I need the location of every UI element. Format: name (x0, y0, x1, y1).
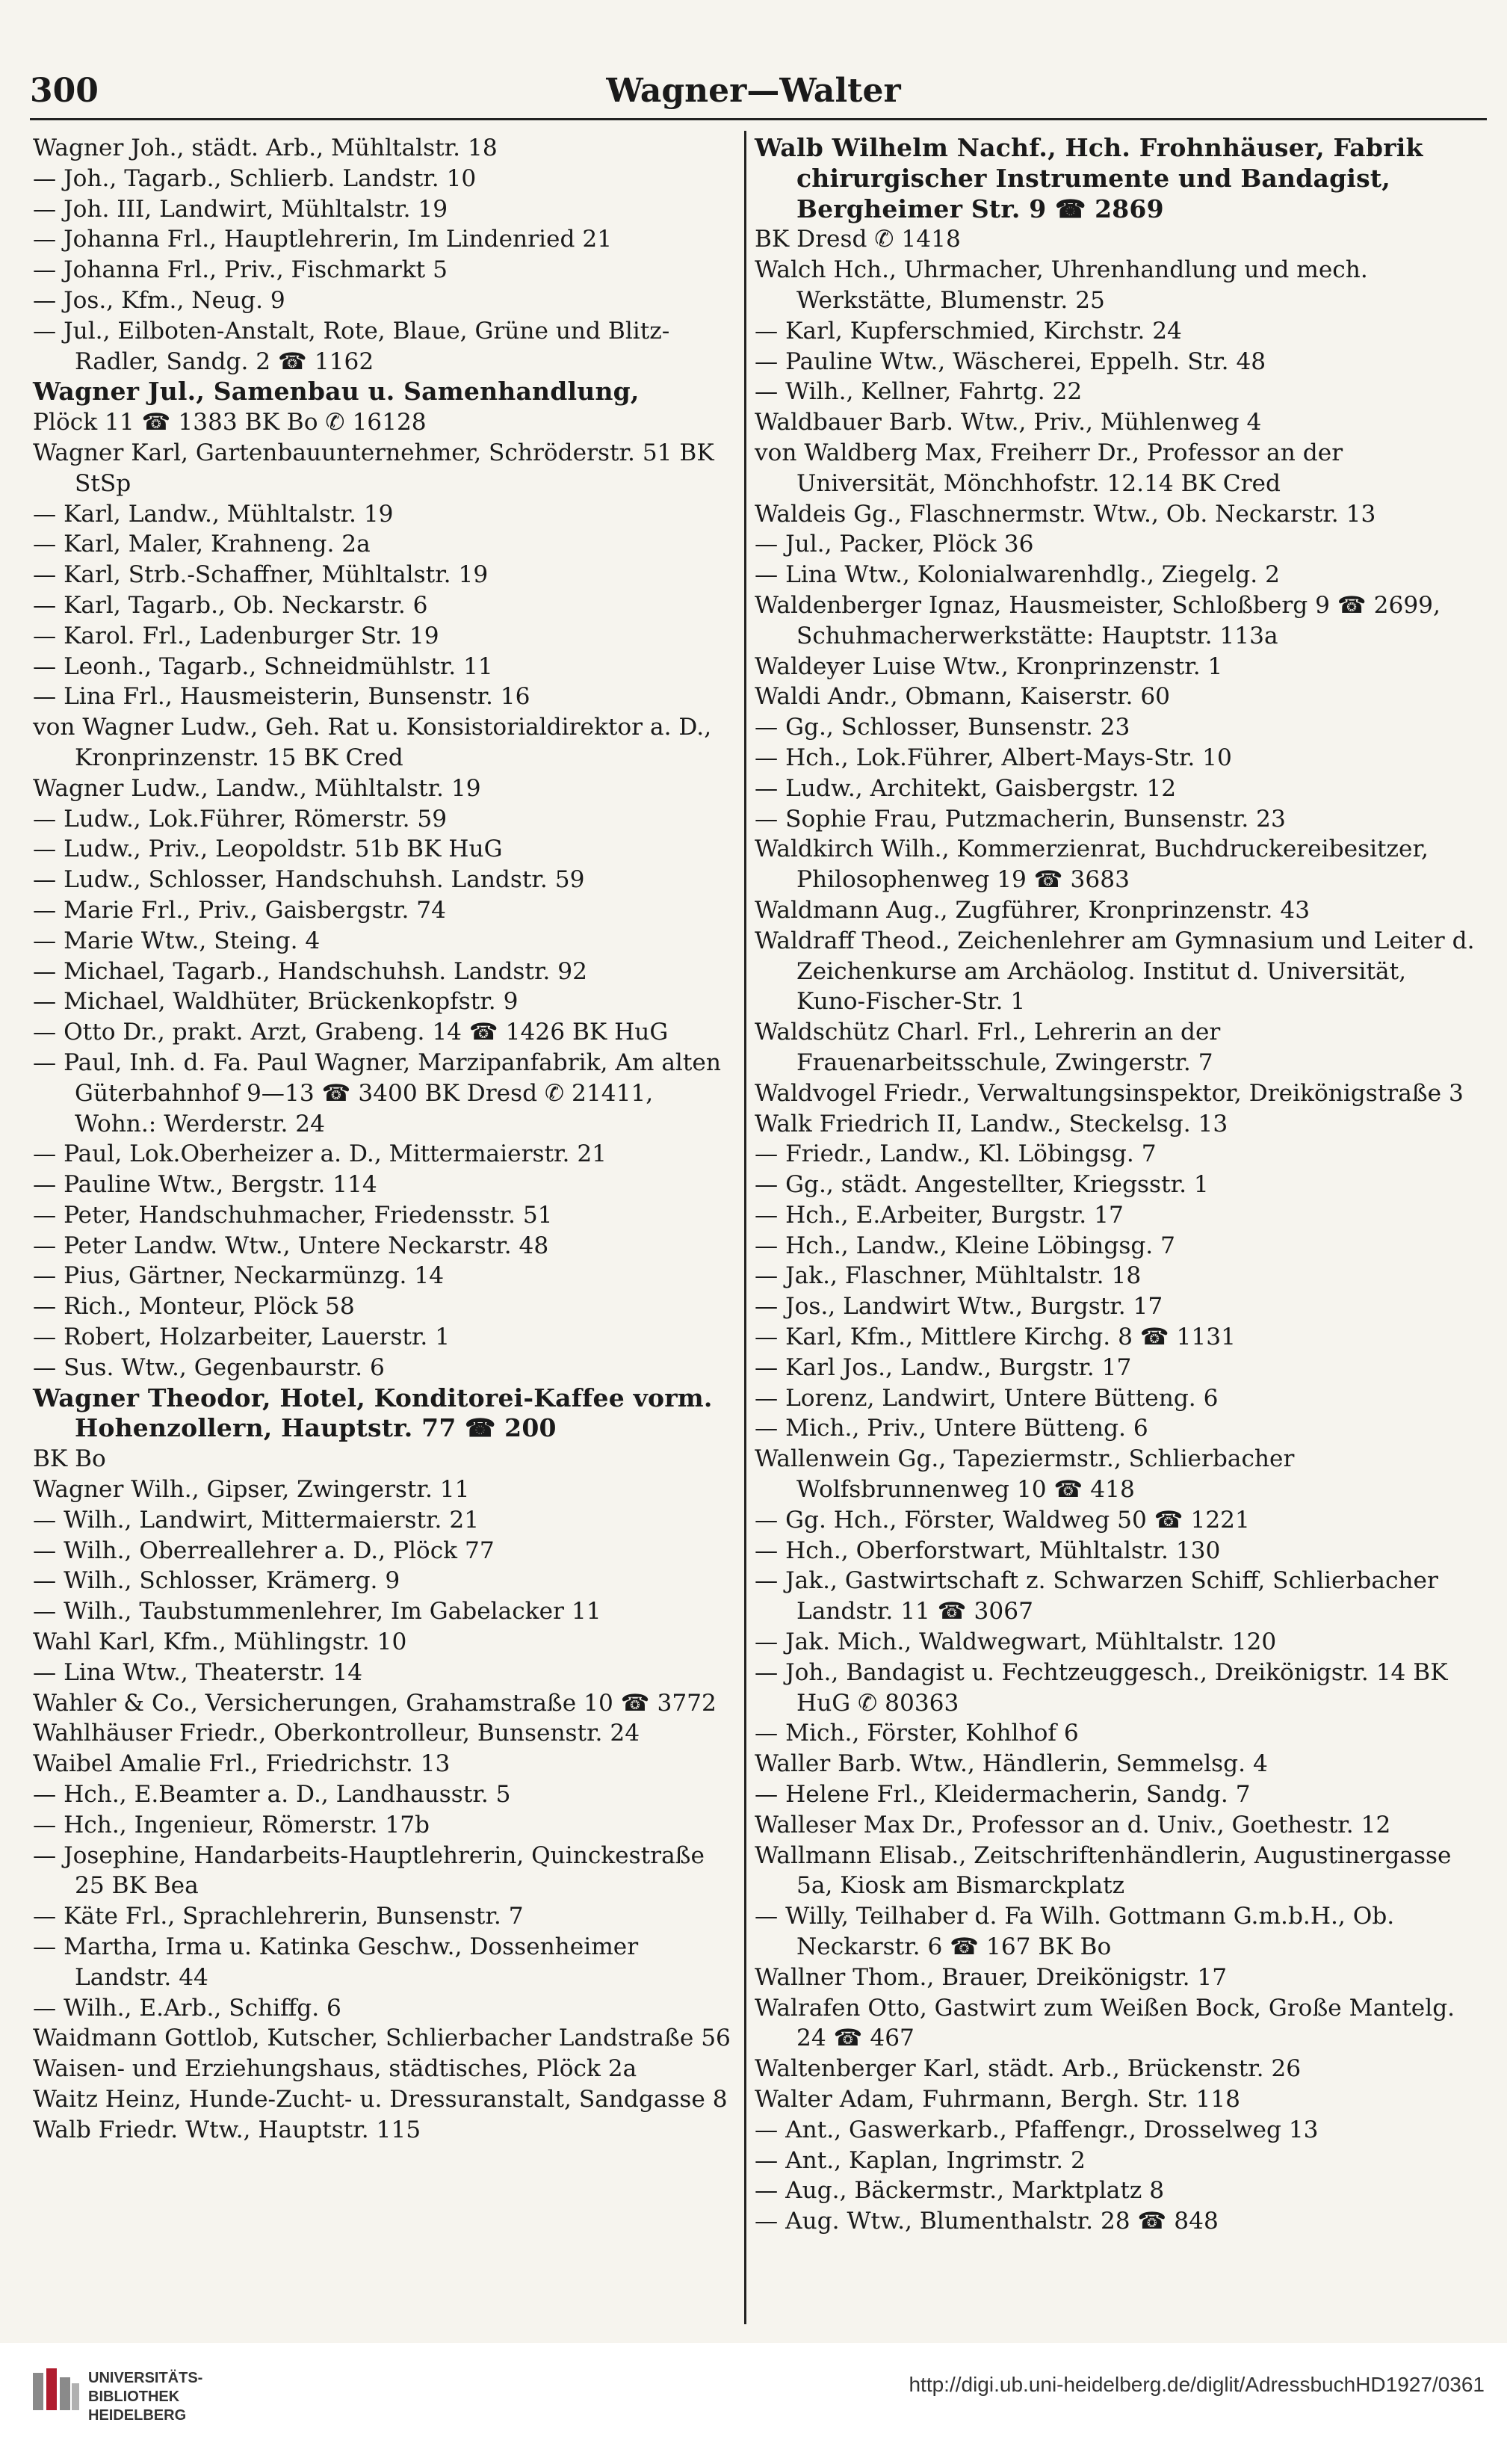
directory-entry: — Lorenz, Landwirt, Untere Bütteng. 6 (755, 1384, 1219, 1412)
directory-entry: Waldraff Theod., Zeichenlehrer am Gymnasium und Leiter d. Zeichenkurse am Archäolog. Institut d. Universität, Kuno-Fischer-Str. 1 (755, 927, 1475, 1016)
page-number: 300 (30, 72, 99, 110)
directory-entry: Waldeis Gg., Flaschnermstr. Wtw., Ob. Neckarstr. 13 (755, 500, 1376, 528)
directory-entry: — Michael, Waldhüter, Brückenkopfstr. 9 (33, 988, 519, 1016)
directory-entry: — Gg., Schlosser, Bunsenstr. 23 (755, 714, 1130, 741)
directory-entry: — Joh., Bandagist u. Fechtzeuggesch., Dreikönigstr. 14 BK HuG ✆ 80363 (755, 1658, 1448, 1717)
directory-entry: — Johanna Frl., Hauptlehrerin, Im Lindenried 21 (33, 226, 613, 253)
directory-entry: Wagner Joh., städt. Arb., Mühltalstr. 18 (33, 135, 498, 161)
running-title: Wagner—Walter (606, 72, 901, 110)
directory-entry: — Pauline Wtw., Bergstr. 114 (33, 1171, 377, 1199)
directory-entry: — Wilh., Schlosser, Krämerg. 9 (33, 1567, 400, 1595)
header-rule (30, 118, 1487, 120)
directory-entry: Waldenberger Ignaz, Hausmeister, Schloßberg 9 ☎ 2699, Schuhmacherwerkstätte: Hauptstr. 113a (755, 591, 1441, 649)
directory-entry: — Pius, Gärtner, Neckarmünzg. 14 (33, 1262, 445, 1290)
directory-entry: Waldvogel Friedr., Verwaltungsinspektor, Dreikönigstraße 3 (755, 1079, 1464, 1107)
directory-entry: Plöck 11 ☎ 1383 BK Bo ✆ 16128 (33, 409, 427, 436)
library-logo-text (88, 2369, 202, 2425)
directory-entry: — Ludw., Lok.Führer, Römerstr. 59 (33, 805, 448, 833)
directory-entry: — Peter, Handschuhmacher, Friedensstr. 51 (33, 1201, 553, 1229)
logo-line-2: BIBLIOTHEK (88, 2389, 180, 2405)
directory-entry: — Leonh., Tagarb., Schneidmühlstr. 11 (33, 652, 493, 680)
directory-entry: — Michael, Tagarb., Handschuhsh. Landstr. 92 (33, 957, 587, 985)
column-divider (744, 131, 746, 2324)
directory-entry: — Karl, Maler, Krahneng. 2a (33, 531, 371, 558)
directory-entry: Walb Friedr. Wtw., Hauptstr. 115 (33, 2116, 421, 2143)
directory-entry: — Marie Frl., Priv., Gaisbergstr. 74 (33, 896, 446, 924)
directory-entry: Wahl Karl, Kfm., Mühlingstr. 10 (33, 1628, 407, 1656)
directory-entry: — Johanna Frl., Priv., Fischmarkt 5 (33, 256, 448, 284)
directory-entry: — Gg., städt. Angestellter, Kriegsstr. 1 (755, 1171, 1209, 1199)
directory-entry: — Mich., Förster, Kohlhof 6 (755, 1720, 1079, 1747)
directory-entry: Waldschütz Charl. Frl., Lehrerin an der Frauenarbeitsschule, Zwingerstr. 7 (755, 1019, 1221, 1076)
directory-entry: — Sus. Wtw., Gegenbaurstr. 6 (33, 1353, 385, 1381)
directory-entry: — Jak., Flaschner, Mühltalstr. 18 (755, 1262, 1142, 1290)
directory-entry: — Käte Frl., Sprachlehrerin, Bunsenstr. 7 (33, 1903, 524, 1930)
directory-entry: Waldeyer Luise Wtw., Kronprinzenstr. 1 (755, 652, 1223, 680)
directory-entry: — Lina Wtw., Kolonialwarenhdlg., Ziegelg. 2 (755, 561, 1280, 589)
directory-entry: Walter Adam, Fuhrmann, Bergh. Str. 118 (755, 2086, 1240, 2113)
directory-entry: — Wilh., E.Arb., Schiffg. 6 (33, 1994, 341, 2022)
directory-entry: Walleser Max Dr., Professor an d. Univ., Goethestr. 12 (755, 1811, 1391, 1838)
directory-entry: — Aug., Bäckermstr., Marktplatz 8 (755, 2177, 1165, 2205)
directory-entry: Waltenberger Karl, städt. Arb., Brückenstr. 26 (755, 2055, 1302, 2083)
directory-entry: Waldmann Aug., Zugführer, Kronprinzenstr. 43 (755, 896, 1310, 924)
directory-entry: — Friedr., Landw., Kl. Löbingsg. 7 (755, 1140, 1157, 1168)
directory-entry: — Ludw., Schlosser, Handschuhsh. Landstr. 59 (33, 866, 585, 894)
directory-entry: Waibel Amalie Frl., Friedrichstr. 13 (33, 1750, 451, 1778)
directory-entry: — Wilh., Oberreallehrer a. D., Plöck 77 (33, 1537, 495, 1564)
directory-entry: Wagner Karl, Gartenbauunternehmer, Schröderstr. 51 BK StSp (33, 439, 714, 497)
directory-entry: — Hch., E.Arbeiter, Burgstr. 17 (755, 1201, 1124, 1229)
directory-entry: — Josephine, Handarbeits-Hauptlehrerin, Quinckestraße 25 BK Bea (33, 1841, 705, 1900)
logo-line-3: HEIDELBERG (88, 2407, 187, 2424)
directory-entry: — Hch., Landw., Kleine Löbingsg. 7 (755, 1232, 1175, 1259)
directory-entry: — Ludw., Priv., Leopoldstr. 51b BK HuG (33, 836, 503, 863)
directory-entry: — Helene Frl., Kleidermacherin, Sandg. 7 (755, 1781, 1251, 1809)
directory-entry: Waller Barb. Wtw., Händlerin, Semmelsg. 4 (755, 1750, 1268, 1778)
directory-entry: — Lina Wtw., Theaterstr. 14 (33, 1658, 363, 1686)
directory-entry: Wagner Theodor, Hotel, Konditorei-Kaffee vorm. Hohenzollern, Hauptstr. 77 ☎ 200 (33, 1383, 713, 1443)
directory-entry: — Jul., Eilboten-Anstalt, Rote, Blaue, Grüne und Blitz-Radler, Sandg. 2 ☎ 1162 (33, 317, 670, 375)
directory-entry: — Wilh., Taubstummenlehrer, Im Gabelacker 11 (33, 1598, 601, 1625)
directory-entry: — Jos., Kfm., Neug. 9 (33, 286, 285, 314)
directory-entry: Wagner Wilh., Gipser, Zwingerstr. 11 (33, 1476, 470, 1504)
footer-bar (0, 2343, 1507, 2464)
directory-entry: — Otto Dr., prakt. Arzt, Grabeng. 14 ☎ 1426 BK HuG (33, 1019, 669, 1046)
directory-entry: — Willy, Teilhaber d. Fa Wilh. Gottmann G.m.b.H., Ob. Neckarstr. 6 ☎ 167 BK Bo (755, 1903, 1395, 1961)
directory-entry: — Marie Wtw., Steing. 4 (33, 927, 321, 954)
directory-entry: — Wilh., Landwirt, Mittermaierstr. 21 (33, 1506, 480, 1534)
directory-entry: Waidmann Gottlob, Kutscher, Schlierbacher Landstraße 56 (33, 2025, 731, 2052)
directory-entry: — Karl, Landw., Mühltalstr. 19 (33, 500, 394, 528)
directory-entry: — Gg. Hch., Förster, Waldweg 50 ☎ 1221 (755, 1506, 1250, 1534)
directory-entry: — Mich., Priv., Untere Bütteng. 6 (755, 1415, 1148, 1442)
directory-entry: — Jak., Gastwirtschaft z. Schwarzen Schiff, Schlierbacher Landstr. 11 ☎ 3067 (755, 1567, 1438, 1625)
directory-entry: — Karol. Frl., Ladenburger Str. 19 (33, 622, 439, 649)
directory-entry: BK Dresd ✆ 1418 (755, 226, 961, 253)
directory-entry: Wallenwein Gg., Tapeziermstr., Schlierbacher Wolfsbrunnenweg 10 ☎ 418 (755, 1445, 1295, 1504)
directory-entry: — Wilh., Kellner, Fahrtg. 22 (755, 378, 1083, 406)
directory-entry: — Robert, Holzarbeiter, Lauerstr. 1 (33, 1324, 451, 1351)
left-column (33, 133, 731, 2146)
directory-entry: BK Bo (33, 1445, 106, 1473)
directory-entry: — Aug. Wtw., Blumenthalstr. 28 ☎ 848 (755, 2208, 1219, 2235)
directory-entry: von Wagner Ludw., Geh. Rat u. Konsistorialdirektor a. D., Kronprinzenstr. 15 BK Cred (33, 714, 712, 771)
directory-entry: — Joh. III, Landwirt, Mühltalstr. 19 (33, 195, 448, 223)
directory-entry: — Paul, Inh. d. Fa. Paul Wagner, Marzipanfabrik, Am alten Güterbahnhof 9—13 ☎ 3400 BK Dresd ✆ 21411, Wohn.: Werderstr. 24 (33, 1049, 721, 1137)
directory-entry: Walb Wilhelm Nachf., Hch. Frohnhäuser, Fabrik chirurgischer Instrumente und Bandagist, Bergheimer Str. 9 ☎ 2869 (755, 133, 1423, 223)
directory-entry: — Hch., Oberforstwart, Mühltalstr. 130 (755, 1537, 1221, 1564)
directory-entry: — Hch., Lok.Führer, Albert-Mays-Str. 10 (755, 744, 1232, 771)
directory-entry: Waldi Andr., Obmann, Kaiserstr. 60 (755, 683, 1171, 711)
directory-entry: — Paul, Lok.Oberheizer a. D., Mittermaierstr. 21 (33, 1140, 607, 1168)
directory-entry: — Jak. Mich., Waldwegwart, Mühltalstr. 120 (755, 1628, 1277, 1656)
directory-entry: Walch Hch., Uhrmacher, Uhrenhandlung und mech. Werkstätte, Blumenstr. 25 (755, 256, 1368, 314)
directory-entry: — Sophie Frau, Putzmacherin, Bunsenstr. 23 (755, 805, 1286, 833)
directory-entry: Wallmann Elisab., Zeitschriftenhändlerin, Augustinergasse 5a, Kiosk am Bismarckplatz (755, 1841, 1452, 1900)
directory-entry: Wagner Ludw., Landw., Mühltalstr. 19 (33, 774, 481, 802)
directory-entry: Wagner Jul., Samenbau u. Samenhandlung, (33, 377, 640, 407)
directory-entry: Waldbauer Barb. Wtw., Priv., Mühlenweg 4 (755, 409, 1262, 436)
directory-entry: Walk Friedrich II, Landw., Steckelsg. 13 (755, 1110, 1228, 1137)
directory-entry: — Jul., Packer, Plöck 36 (755, 531, 1034, 558)
directory-entry: Waisen- und Erziehungshaus, städtisches, Plöck 2a (33, 2055, 637, 2083)
directory-entry: — Peter Landw. Wtw., Untere Neckarstr. 48 (33, 1232, 549, 1259)
source-url-link[interactable]: http://digi.ub.uni-heidelberg.de/diglit/AdressbuchHD1927/0361 (909, 2373, 1485, 2396)
directory-entry: — Jos., Landwirt Wtw., Burgstr. 17 (755, 1293, 1163, 1321)
directory-entry: — Karl, Tagarb., Ob. Neckarstr. 6 (33, 591, 428, 619)
directory-entry: — Karl, Kupferschmied, Kirchstr. 24 (755, 317, 1182, 345)
directory-entry: — Hch., E.Beamter a. D., Landhausstr. 5 (33, 1781, 511, 1809)
directory-entry: — Joh., Tagarb., Schlierb. Landstr. 10 (33, 164, 477, 192)
directory-entry: — Karl Jos., Landw., Burgstr. 17 (755, 1353, 1132, 1381)
directory-entry: — Ludw., Architekt, Gaisbergstr. 12 (755, 774, 1177, 802)
right-column (755, 133, 1476, 2237)
directory-entry: — Rich., Monteur, Plöck 58 (33, 1293, 355, 1321)
directory-entry: Waldkirch Wilh., Kommerzienrat, Buchdruckereibesitzer, Philosophenweg 19 ☎ 3683 (755, 836, 1429, 894)
directory-entry: Wahler & Co., Versicherungen, Grahamstraße 10 ☎ 3772 (33, 1689, 717, 1717)
directory-entry: — Lina Frl., Hausmeisterin, Bunsenstr. 16 (33, 683, 530, 711)
directory-entry: Wallner Thom., Brauer, Dreikönigstr. 17 (755, 1963, 1228, 1991)
logo-line-1: UNIVERSITÄTS- (88, 2370, 203, 2386)
directory-entry: — Karl, Kfm., Mittlere Kirchg. 8 ☎ 1131 (755, 1324, 1236, 1351)
directory-entry: — Pauline Wtw., Wäscherei, Eppelh. Str. 48 (755, 348, 1266, 375)
directory-entry: Walrafen Otto, Gastwirt zum Weißen Bock, Große Mantelg. 24 ☎ 467 (755, 1994, 1455, 2052)
directory-entry: — Martha, Irma u. Katinka Geschw., Dossenheimer Landstr. 44 (33, 1933, 639, 1991)
directory-entry: — Karl, Strb.-Schaffner, Mühltalstr. 19 (33, 561, 489, 589)
directory-entry: von Waldberg Max, Freiherr Dr., Professor an der Universität, Mönchhofstr. 12.14 BK Cred (755, 439, 1343, 497)
library-logo-icon (30, 2365, 82, 2418)
directory-entry: — Ant., Kaplan, Ingrimstr. 2 (755, 2146, 1086, 2174)
directory-entry: — Ant., Gaswerkarb., Pfaffengr., Drosselweg 13 (755, 2116, 1319, 2143)
directory-entry: Waitz Heinz, Hunde-Zucht- u. Dressuranstalt, Sandgasse 8 (33, 2086, 728, 2113)
directory-entry: — Hch., Ingenieur, Römerstr. 17b (33, 1811, 430, 1838)
directory-entry: Wahlhäuser Friedr., Oberkontrolleur, Bunsenstr. 24 (33, 1720, 640, 1747)
